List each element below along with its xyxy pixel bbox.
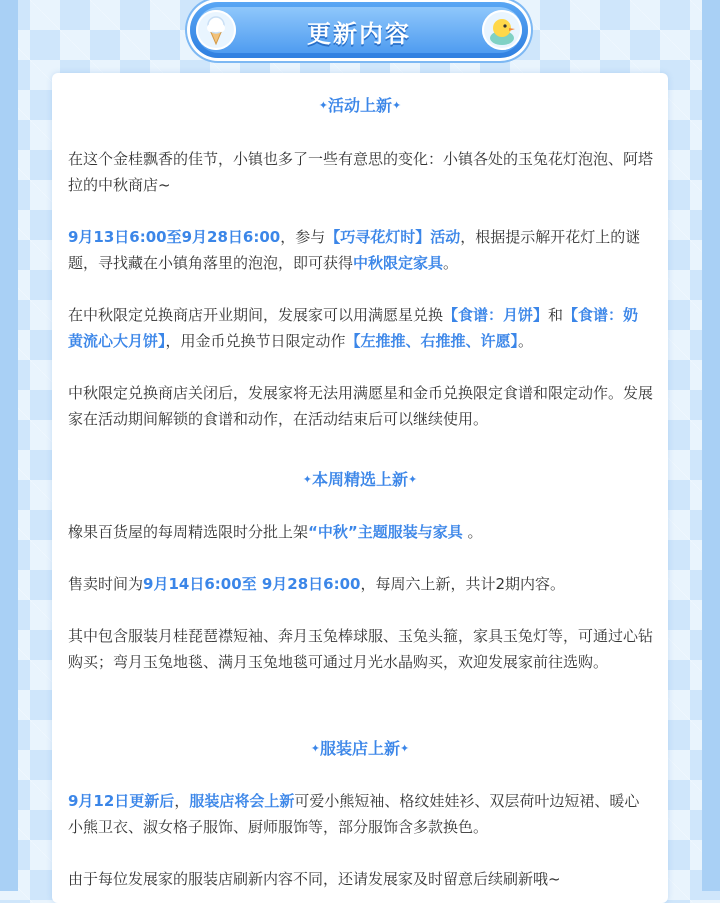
activity-paragraph-2 xyxy=(68,224,653,276)
sparkle-icon: ✦ xyxy=(310,742,320,755)
highlight-text: “中秋”主题服装与家具 xyxy=(308,523,463,541)
duck-icon xyxy=(482,10,522,50)
activity-paragraph-3 xyxy=(68,302,653,354)
body-text: ，根据提示解开花灯上的谜题，寻找藏在小镇角落里的泡泡，即可获得 xyxy=(68,228,641,272)
body-text: ，参与 xyxy=(280,228,326,246)
section-title-weekly: ✦本周精选上新✦ xyxy=(302,470,418,489)
highlight-text: 9月12日更新后 xyxy=(68,792,175,810)
body-text: 其中包含服装月桂琵琶襟短袖、奔月玉兔棒球服、玉兔头箍，家具玉兔灯等，可通过心钻购买；弯月玉兔地毯、满月玉兔地毯可通过月光水晶购买，欢迎发展家前往选购。 xyxy=(68,627,654,671)
highlight-text: 9月13日6:00至9月28日6:00 xyxy=(68,228,281,246)
sparkle-icon: ✦ xyxy=(408,473,418,486)
highlight-text: 中秋限定家具 xyxy=(353,254,444,272)
body-text: 在这个金桂飘香的佳节，小镇也多了一些有意思的变化：小镇各处的玉兔花灯泡泡、阿塔拉的中秋商店~ xyxy=(68,150,654,194)
sparkle-icon: ✦ xyxy=(392,99,402,112)
body-text: 中秋限定兑换商店关闭后，发展家将无法用满愿星和金币兑换限定食谱和限定动作。发展家在活动期间解锁的食谱和动作，在活动结束后可以继续使用。 xyxy=(68,384,654,428)
weekly-paragraph-3 xyxy=(68,623,653,675)
sparkle-icon: ✦ xyxy=(318,99,328,112)
body-text: ，用金币兑换节日限定动作 xyxy=(165,332,346,350)
activity-paragraph-1 xyxy=(68,146,653,198)
highlight-text: 【左推推、右推推、许愿】 xyxy=(345,332,519,350)
highlight-text: 【巧寻花灯时】活动 xyxy=(325,228,461,246)
body-text: 。 xyxy=(443,254,459,272)
body-text: 橡果百货屋的每周精选限时分批上架 xyxy=(68,523,309,541)
body-text: ，每周六上新，共计2期内容。 xyxy=(360,575,566,593)
section-title-activity: ✦活动上新✦ xyxy=(318,96,402,115)
body-text: 可爱小熊短袖、格纹娃娃衫、双层荷叶边短裙、暖心小熊卫衣、淑女格子服饰、厨师服饰等，部分服饰含多款换色。 xyxy=(68,792,640,836)
weekly-paragraph-1 xyxy=(68,519,653,545)
highlight-text: 服装店将会上新 xyxy=(189,792,295,810)
body-text: 。 xyxy=(518,332,534,350)
body-text: ， xyxy=(174,792,190,810)
body-text: 售卖时间为 xyxy=(68,575,144,593)
right-border-strip xyxy=(702,0,720,891)
left-border-strip xyxy=(0,0,18,891)
clothing-paragraph-2 xyxy=(68,866,653,892)
header-banner xyxy=(190,2,528,58)
highlight-text: 【食谱：月饼】 xyxy=(443,306,549,324)
body-text: 在中秋限定兑换商店开业期间，发展家可以用满愿星兑换 xyxy=(68,306,444,324)
weekly-paragraph-2 xyxy=(68,571,653,597)
clothing-paragraph-1 xyxy=(68,788,653,840)
section-title-clothing: ✦服装店上新✦ xyxy=(310,739,410,758)
body-text: 。 xyxy=(462,523,483,541)
highlight-text: 【食谱：奶黄流心大月饼】 xyxy=(68,306,639,350)
sparkle-icon: ✦ xyxy=(400,742,410,755)
content-card xyxy=(52,73,668,903)
activity-paragraph-4 xyxy=(68,380,653,432)
highlight-text: 9月14日6:00至 9月28日6:00 xyxy=(143,575,361,593)
banner-title: 更新内容 xyxy=(307,20,411,48)
body-text: 由于每位发展家的服装店刷新内容不同，还请发展家及时留意后续刷新哦~ xyxy=(68,870,561,888)
sparkle-icon: ✦ xyxy=(302,473,312,486)
body-text: 和 xyxy=(548,306,564,324)
